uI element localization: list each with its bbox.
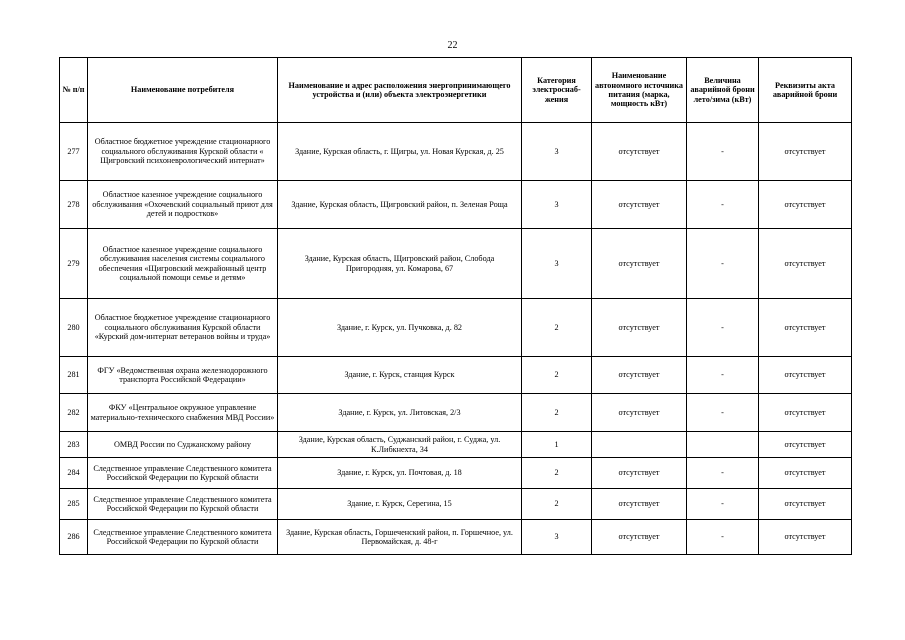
cell-category: 3 [522, 123, 592, 181]
cell-category: 2 [522, 357, 592, 394]
cell-num: 281 [60, 357, 88, 394]
cell-consumer: Областное казенное учреждение социального обслуживания населения системы социального обеспечения «Щигровский межрайонный центр социальной помощи семье и детям» [88, 229, 278, 299]
cell-address: Здание, г. Курск, станция Курск [278, 357, 522, 394]
cell-num: 284 [60, 458, 88, 489]
cell-source: отсутствует [592, 394, 687, 432]
table-row [60, 432, 852, 458]
cell-act: отсутствует [759, 123, 852, 181]
cell-consumer: Областное казенное учреждение социального обслуживания «Охочевский социальный приют для детей и подростков» [88, 181, 278, 229]
cell-num: 280 [60, 299, 88, 357]
cell-reserve [687, 432, 759, 458]
cell-source: отсутствует [592, 458, 687, 489]
cell-address: Здание, Курская область, Горшеченский район, п. Горшечное, ул. Первомайская, д. 48-г [278, 520, 522, 555]
cell-num: 285 [60, 489, 88, 520]
header-act: Реквизиты акта аварийной брони [759, 58, 852, 123]
cell-address: Здание, Курская область, Щигровский район, п. Зеленая Роща [278, 181, 522, 229]
table-header-row [60, 58, 852, 123]
cell-category: 2 [522, 299, 592, 357]
consumer-registry-table [59, 57, 852, 555]
cell-act: отсутствует [759, 299, 852, 357]
header-consumer: Наименование потребителя [88, 58, 278, 123]
cell-num: 283 [60, 432, 88, 458]
cell-source [592, 432, 687, 458]
cell-num: 277 [60, 123, 88, 181]
cell-act: отсутствует [759, 489, 852, 520]
cell-source: отсутствует [592, 520, 687, 555]
cell-consumer: ФГУ «Ведомственная охрана железнодорожного транспорта Российской Федерации» [88, 357, 278, 394]
cell-num: 286 [60, 520, 88, 555]
cell-source: отсутствует [592, 299, 687, 357]
cell-address: Здание, Курская область, Суджанский район, г. Суджа, ул. К.Либкнехта, 34 [278, 432, 522, 458]
cell-reserve: - [687, 458, 759, 489]
cell-address: Здание, Курская область, г. Щигры, ул. Новая Курская, д. 25 [278, 123, 522, 181]
cell-consumer: Областное бюджетное учреждение стационарного социального обслуживания Курской области «Курский дом-интернат ветеранов войны и труда» [88, 299, 278, 357]
table-row [60, 229, 852, 299]
cell-address: Здание, Курская область, Щигровский район, Слобода Пригородняя, ул. Комарова, 67 [278, 229, 522, 299]
cell-source: отсутствует [592, 489, 687, 520]
cell-consumer: Следственное управление Следственного комитета Российской Федерации по Курской области [88, 520, 278, 555]
cell-category: 2 [522, 394, 592, 432]
cell-act: отсутствует [759, 229, 852, 299]
cell-source: отсутствует [592, 229, 687, 299]
table-row [60, 123, 852, 181]
header-address: Наименование и адрес расположения энергопринимающего устройства и (или) объекта электроэнергетики [278, 58, 522, 123]
header-category: Категория электроснаб-жения [522, 58, 592, 123]
cell-address: Здание, г. Курск, ул. Пучковка, д. 82 [278, 299, 522, 357]
cell-consumer: ОМВД России по Суджанскому району [88, 432, 278, 458]
cell-reserve: - [687, 123, 759, 181]
cell-act: отсутствует [759, 458, 852, 489]
header-source: Наименование автономного источника питания (марка, мощность кВт) [592, 58, 687, 123]
cell-num: 278 [60, 181, 88, 229]
cell-category: 3 [522, 181, 592, 229]
cell-address: Здание, г. Курск, ул. Литовская, 2/3 [278, 394, 522, 432]
table-row [60, 394, 852, 432]
cell-source: отсутствует [592, 123, 687, 181]
cell-consumer: Следственное управление Следственного комитета Российской Федерации по Курской области [88, 489, 278, 520]
cell-reserve: - [687, 357, 759, 394]
table-row [60, 299, 852, 357]
cell-act: отсутствует [759, 520, 852, 555]
cell-act: отсутствует [759, 432, 852, 458]
cell-source: отсутствует [592, 357, 687, 394]
cell-act: отсутствует [759, 394, 852, 432]
cell-act: отсутствует [759, 181, 852, 229]
cell-consumer: ФКУ «Центральное окружное управление материально-технического снабжения МВД России» [88, 394, 278, 432]
header-num: № п/п [60, 58, 88, 123]
cell-address: Здание, г. Курск, Серегина, 15 [278, 489, 522, 520]
cell-category: 3 [522, 229, 592, 299]
cell-address: Здание, г. Курск, ул. Почтовая, д. 18 [278, 458, 522, 489]
cell-reserve: - [687, 394, 759, 432]
table-row [60, 520, 852, 555]
cell-reserve: - [687, 299, 759, 357]
cell-source: отсутствует [592, 181, 687, 229]
cell-category: 2 [522, 458, 592, 489]
page-number: 22 [447, 40, 458, 51]
cell-reserve: - [687, 520, 759, 555]
cell-reserve: - [687, 489, 759, 520]
cell-consumer: Следственное управление Следственного комитета Российской Федерации по Курской области [88, 458, 278, 489]
cell-num: 282 [60, 394, 88, 432]
cell-act: отсутствует [759, 357, 852, 394]
table-row [60, 181, 852, 229]
cell-reserve: - [687, 181, 759, 229]
cell-consumer: Областное бюджетное учреждение стационарного социального обслуживания Курской области « Щигровский психоневрологический интернат» [88, 123, 278, 181]
header-reserve: Величина аварийной брони лето/зима (кВт) [687, 58, 759, 123]
table-row [60, 489, 852, 520]
cell-category: 2 [522, 489, 592, 520]
cell-category: 1 [522, 432, 592, 458]
table-row [60, 458, 852, 489]
cell-num: 279 [60, 229, 88, 299]
table-row [60, 357, 852, 394]
cell-category: 3 [522, 520, 592, 555]
cell-reserve: - [687, 229, 759, 299]
